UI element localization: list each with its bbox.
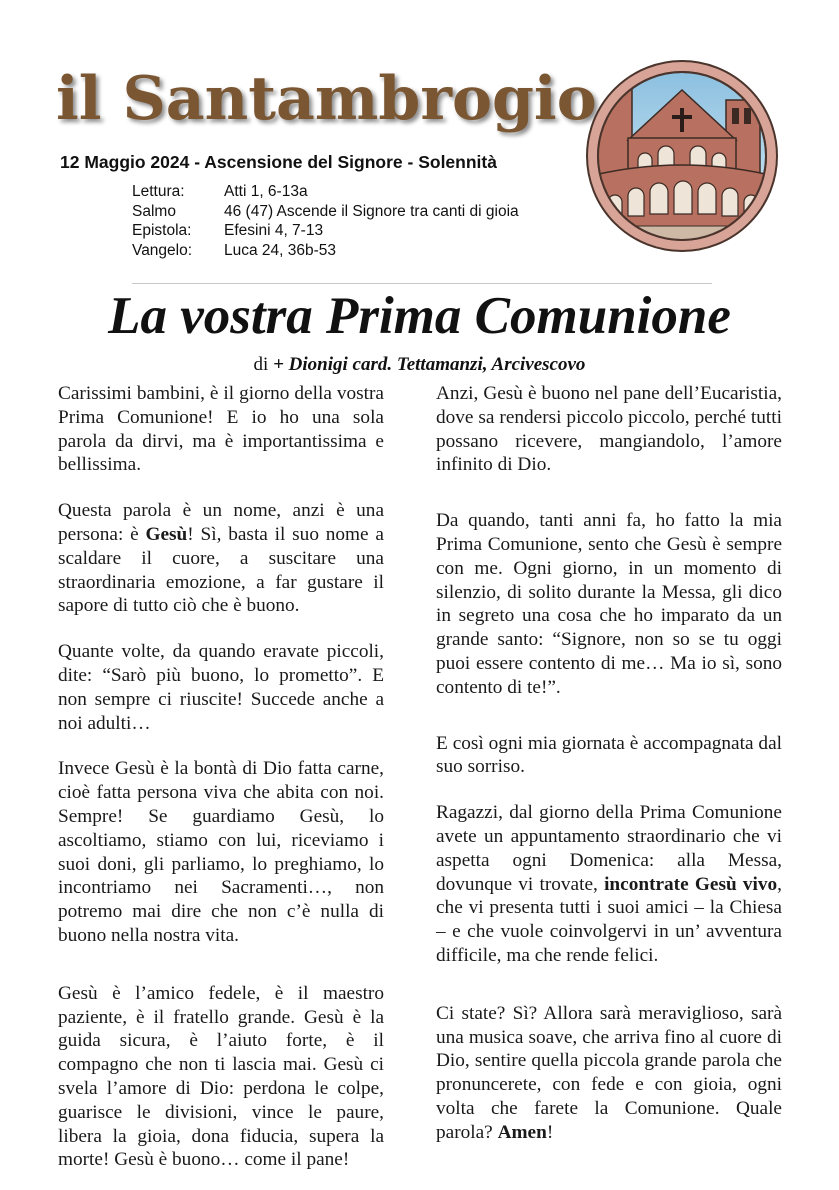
reading-row — [132, 241, 519, 261]
article-title: La vostra Prima Comunione — [108, 287, 731, 345]
reading-value: Atti 1, 6-13a — [224, 183, 308, 200]
paragraph: Ci state? Sì? Allora sarà meraviglioso, sarà una musica soave, che arriva fino al cuore di Dio, sentire quella piccola grande parola che pronuncerete, con fede e con gioia, ogni volta che farete la Comunione. Quale parola? Amen! — [436, 1002, 782, 1143]
article-column-left — [58, 382, 384, 1172]
paragraph: Questa parola è un nome, anzi è una persona: è Gesù! Sì, basta il suo nome a scaldare il cuore, a suscitare una straordinaria emozione, a far gustare il sapore di tutto ciò che è buono. — [58, 500, 384, 617]
masthead-title: il Santambrogio — [56, 64, 597, 134]
paragraph: Gesù è l’amico fedele, è il maestro paziente, è il fratello grande. Gesù è la guida sicura, è l’aiuto forte, è il compagno che non ti lascia mai. Gesù ci svela l’amore di Dio: perdona le colpe, guarisce le divisioni, vince le paure, libera la gioia, dona fiducia, supera la morte! Gesù è buono… come il pane! — [58, 982, 384, 1171]
paragraph: Anzi, Gesù è buono nel pane dell’Eucaristia, dove sa rendersi piccolo piccolo, perché tutti possano ricevere, mangiandolo, l’amore infinito di Dio. — [436, 383, 782, 476]
reading-row — [132, 182, 519, 202]
issue-date-line: 12 Maggio 2024 - Ascensione del Signore - Solennità — [60, 152, 497, 172]
emphasis-text: Gesù — [145, 523, 188, 545]
article-column-right — [436, 382, 782, 1145]
emphasis-text: incontrate Gesù vivo — [604, 873, 778, 895]
reading-label: Epistola: — [132, 222, 192, 239]
reading-label: Vangelo: — [132, 241, 193, 259]
paragraph: Quante volte, da quando eravate piccoli, dite: “Sarò più buono, lo prometto”. E non sempre ci riuscite! Succede anche a noi adulti… — [58, 641, 384, 734]
paragraph: E così ogni mia giornata è accompagnata dal suo sorriso. — [436, 732, 782, 778]
emphasis-text: Amen — [497, 1121, 547, 1143]
paragraph: Da quando, tanti anni fa, ho fatto la mia Prima Comunione, sento che Gesù è sempre con me. Ogni giorno, in un momento di silenzio, di solito durante la Messa, gli dico in segreto una cosa che ho imparato da un grande santo: “Signore, non so se tu oggi puoi essere contento di me… Ma io sì, sono contento di te!”. — [436, 510, 782, 698]
byline-author: + Dionigi card. Tettamanzi, Arcivescovo — [273, 354, 586, 375]
reading-value: 46 (47) Ascende il Signore tra canti di gioia — [224, 202, 519, 220]
paragraph: Invece Gesù è la bontà di Dio fatta carne, cioè fatta persona viva che abita con noi. Sempre! Se guardiamo Gesù, lo ascoltiamo, stiamo con lui, riceviamo i suoi doni, gli parliamo, lo preghiamo, lo incontriamo nei Sacramenti…, non potremo mai dire che non c’è nulla di buono nella nostra vita. — [58, 758, 384, 946]
reading-value: Efesini 4, 7-13 — [224, 222, 324, 239]
reading-label: Salmo — [132, 202, 176, 220]
paragraph: Carissimi bambini, è il giorno della vostra Prima Comunione! E io ho una sola parola da dirvi, ma è importantissima e bellissima. — [58, 383, 384, 476]
reading-value: Luca 24, 36b-53 — [224, 241, 337, 259]
reading-row — [132, 221, 519, 241]
readings-table — [132, 182, 519, 260]
paragraph: Ragazzi, dal giorno della Prima Comunione avete un appuntamento straordinario che vi aspetta ogni Domenica: alla Messa, dovunque vi trovate, incontrate Gesù vivo, che vi presenta tutti i suoi amici – la Chiesa – e che vuole coinvolgervi in un’ avventura difficile, ma che rende felici. — [436, 802, 782, 966]
reading-label: Lettura: — [132, 183, 185, 200]
reading-row — [132, 202, 519, 222]
header-divider — [132, 283, 712, 284]
article-byline — [0, 354, 839, 376]
church-basilica-logo-icon — [584, 58, 780, 254]
byline-prefix: di — [253, 354, 269, 375]
